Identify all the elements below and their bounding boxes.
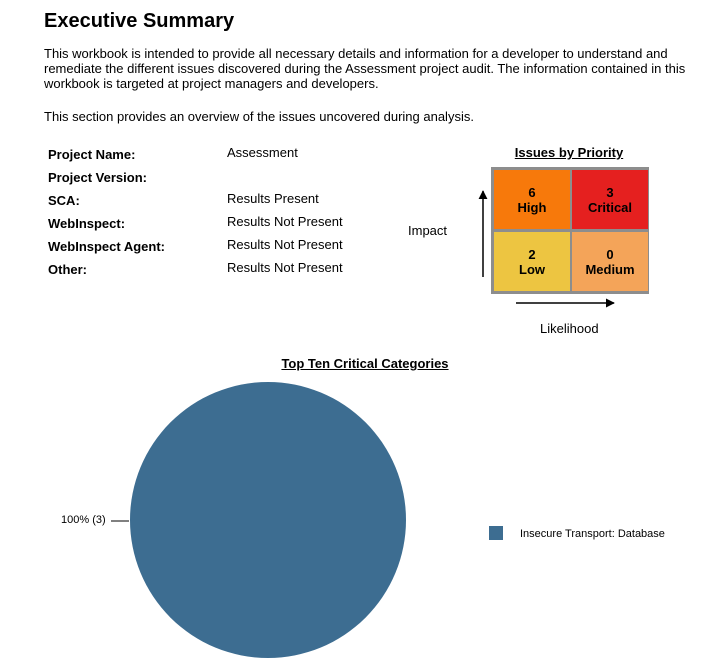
page-title: Executive Summary <box>44 10 235 32</box>
webinspect-agent-label: WebInspect Agent: <box>48 239 166 254</box>
webinspect-label: WebInspect: <box>48 216 126 231</box>
low-label: Low <box>519 262 545 277</box>
slice-data-label: 100% (3) <box>61 514 106 526</box>
legend-swatch <box>489 526 503 540</box>
overview-paragraph: This section provides an overview of the issues uncovered during analysis. <box>44 109 474 124</box>
high-label: High <box>517 200 547 215</box>
sca-value: Results Present <box>227 191 319 206</box>
webinspect-value: Results Not Present <box>227 214 343 229</box>
low-count: 2 <box>528 247 536 262</box>
webinspect-agent-value: Results Not Present <box>227 237 343 252</box>
other-label: Other: <box>48 262 87 277</box>
critical-label: Critical <box>587 200 633 215</box>
project-name-value: Assessment <box>227 145 298 160</box>
likelihood-label: Likelihood <box>540 321 599 336</box>
sca-label: SCA: <box>48 193 80 208</box>
pie-slice <box>130 382 406 658</box>
priority-title: Issues by Priority <box>514 145 624 160</box>
other-value: Results Not Present <box>227 260 343 275</box>
intro-paragraph: This workbook is intended to provide all necessary details and information for a developer to understand and remediate the different issues discovered during the Assessment project audit. The information contained in this workbook is targeted at project managers and developers. <box>44 46 686 91</box>
medium-count: 0 <box>606 247 614 262</box>
chart-title: Top Ten Critical Categories <box>281 356 449 371</box>
impact-label: Impact <box>408 223 448 238</box>
high-count: 6 <box>528 185 536 200</box>
critical-count: 3 <box>606 185 614 200</box>
legend-entry: Insecure Transport: Database <box>520 528 665 540</box>
medium-label: Medium <box>585 262 635 277</box>
project-name-label: Project Name: <box>48 147 136 162</box>
project-version-label: Project Version: <box>48 170 147 185</box>
